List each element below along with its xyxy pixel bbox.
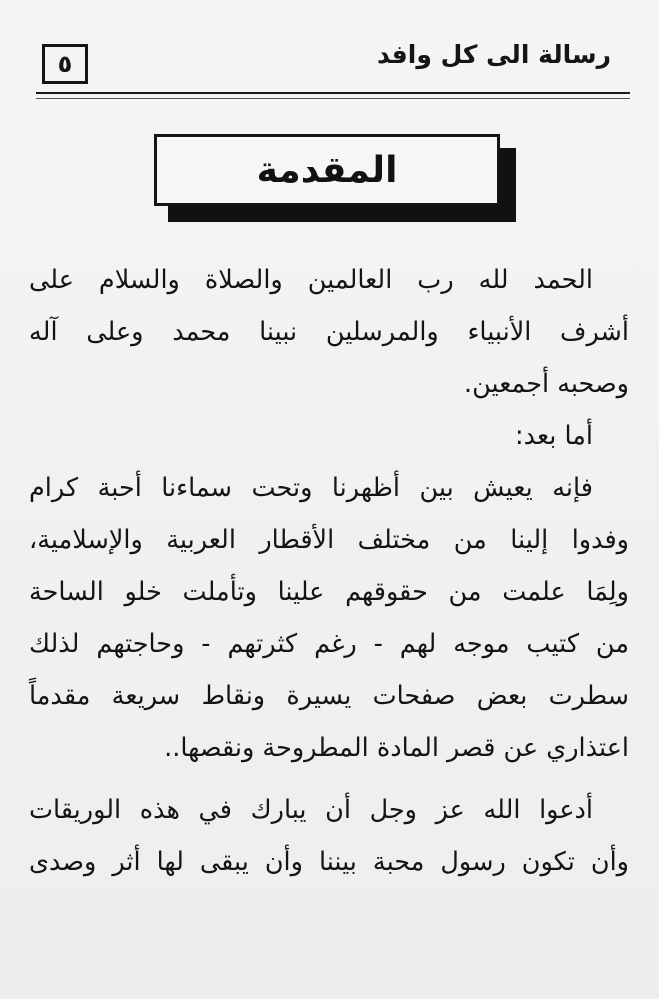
page-number: ٥ (42, 44, 88, 84)
text-line: ولِمَا علمت من حقوقهم علينا وتأملت خلو الساحة (29, 577, 629, 607)
text-line: وصحبه أجمعين. (463, 369, 629, 399)
text-line: من كتيب موجه لهم - رغم كثرتهم - وحاجتهم لذلك (29, 629, 629, 659)
text-line: أما بعد: (515, 421, 593, 451)
paragraph-opening (29, 254, 629, 410)
text-line: الحمد لله رب العالمين والصلاة والسلام على (29, 265, 593, 295)
header-rule-thin (36, 98, 630, 99)
text-line: سطرت بعض صفحات يسيرة ونقاط سريعة مقدماً (29, 681, 629, 711)
text-line: وأن تكون رسول محبة بيننا وأن يبقى لها أثر وصدى (29, 847, 629, 877)
running-header-title: رسالة الى كل وافد (376, 40, 611, 69)
chapter-title: المقدمة (154, 134, 500, 206)
text-line: وفدوا إلينا من مختلف الأقطار العربية والإسلامية، (29, 525, 629, 555)
text-line: فإنه يعيش بين أظهرنا وتحت سماءنا أحبة كرام (29, 473, 593, 503)
paragraph-prayer (29, 784, 629, 888)
body-text (29, 254, 629, 888)
paragraph-amma-bad (29, 410, 629, 462)
paragraph-main (29, 462, 629, 774)
text-line: أشرف الأنبياء والمرسلين نبينا محمد وعلى آله (29, 317, 629, 347)
text-line: اعتذاري عن قصر المادة المطروحة ونقصها.. (164, 733, 629, 763)
text-line: أدعوا الله عز وجل أن يبارك في هذه الوريقات (29, 795, 593, 825)
paragraph-gap (29, 774, 629, 784)
header-rule (36, 92, 630, 94)
